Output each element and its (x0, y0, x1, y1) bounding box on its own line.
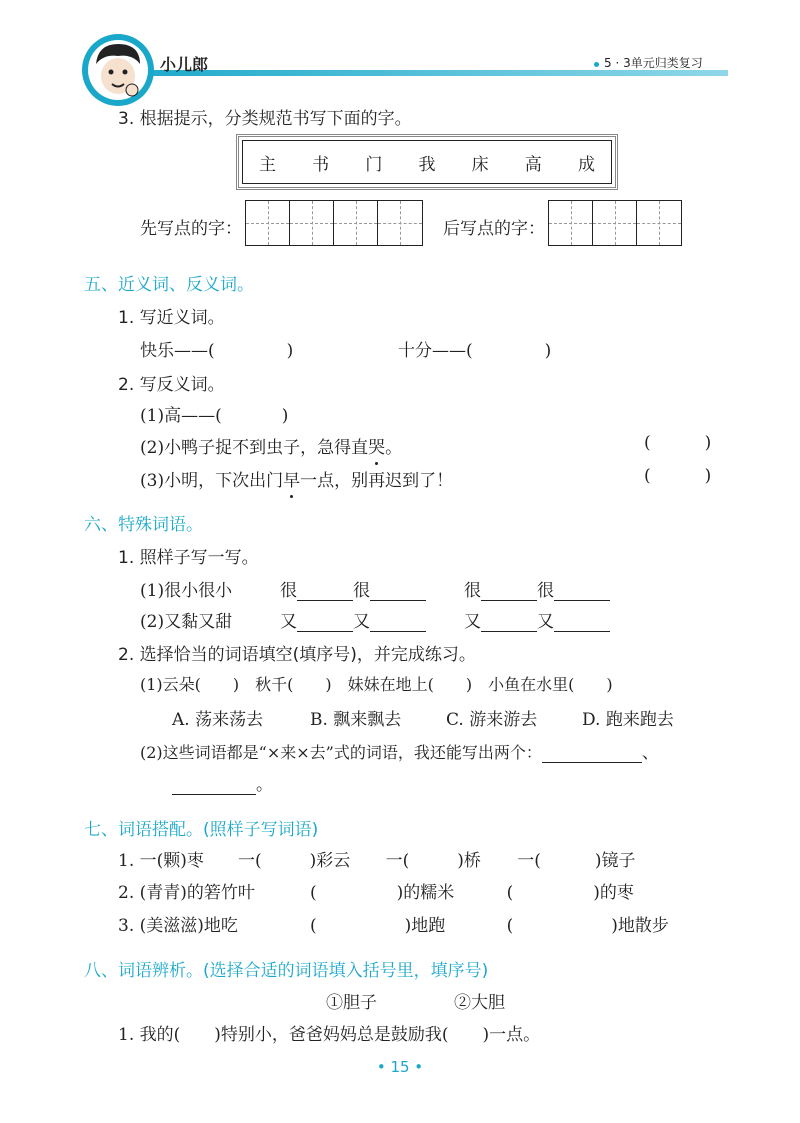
blank-line[interactable] (297, 613, 353, 632)
emphasis-char: 哭 (368, 438, 386, 458)
option-a: A. 荡来荡去 (172, 710, 264, 730)
paren-open: 一( (385, 851, 410, 871)
antonym-3-answer[interactable] (644, 466, 711, 486)
collocation-example: 3. (美滋滋)地吃 (118, 916, 238, 936)
collocation-word: )的枣 (593, 883, 634, 903)
antonym-2-end: 。 (385, 438, 403, 458)
s8-q1[interactable]: 1. 我的( )特别小，爸爸妈妈总是鼓励我( )一点。 (118, 1025, 541, 1045)
pattern-char: 很 (537, 581, 554, 601)
pattern-char: 很 (464, 581, 481, 601)
blank-line[interactable] (297, 582, 353, 601)
brand-title: 小儿郎 (160, 55, 209, 74)
antonym-2-answer[interactable] (644, 433, 711, 453)
pattern-row-1 (140, 576, 610, 601)
paren-close: ) (281, 406, 289, 426)
comma: 、 (641, 743, 659, 763)
collocation-word: )桥 (457, 851, 481, 871)
collocation-row-1 (118, 846, 636, 871)
pattern-char: 很 (353, 581, 370, 601)
paren-close: ) (286, 341, 294, 361)
last-dot-grid[interactable] (548, 200, 682, 246)
char-item: 书 (312, 154, 330, 175)
last-dot-label: 后写点的字： (443, 219, 545, 239)
pattern-char: 又 (353, 612, 370, 632)
q3-title: 3. 根据提示，分类规范书写下面的字。 (118, 109, 412, 129)
blank-line[interactable] (172, 776, 256, 795)
antonym-2 (140, 433, 402, 458)
blank-line[interactable] (481, 582, 537, 601)
paren-open: ( (506, 916, 514, 936)
period: 。 (256, 775, 273, 795)
word-option-1: ①胆子 (326, 993, 377, 1013)
section-6-title: 六、特殊词语。 (84, 515, 203, 535)
pattern-char: 又 (537, 612, 554, 632)
paren-open: ( (506, 883, 514, 903)
collocation-word: )地跑 (404, 916, 446, 936)
char-item: 成 (577, 154, 595, 175)
fill-blank-2-cont (172, 770, 273, 795)
collocation-word: )彩云 (309, 851, 351, 871)
collocation-word: )地散步 (611, 916, 669, 936)
first-dot-grid[interactable] (245, 200, 423, 246)
collocation-example: 1. 一(颗)枣 (118, 851, 204, 871)
collocation-row-2 (118, 878, 634, 903)
s6-q2: 2. 选择恰当的词语填空(填序号)，并完成练习。 (118, 645, 476, 665)
blank-line[interactable] (542, 744, 642, 763)
blank-line[interactable] (481, 613, 537, 632)
char-item: 门 (365, 154, 383, 175)
pattern-example: (2)又黏又甜 (140, 612, 233, 632)
s6-q1: 1. 照样子写一写。 (118, 548, 259, 568)
s5-q1: 1. 写近义词。 (118, 308, 225, 328)
antonym-2-text: (2)小鸭子捉不到虫子，急得直 (140, 438, 369, 458)
pattern-char: 又 (280, 612, 297, 632)
char-item: 我 (418, 154, 436, 175)
section-7-title: 七、词语搭配。(照样子写词语) (84, 820, 319, 840)
paren-open: ( (644, 433, 651, 453)
option-b: B. 飘来飘去 (310, 710, 402, 730)
paren-open: ( (310, 916, 317, 936)
unit-label: 5 · 3单元归类复习 (604, 56, 703, 70)
paren-close: ) (704, 466, 712, 486)
fill-blank-1[interactable]: (1)云朵( ) 秋千( ) 妹妹在地上( ) 小鱼在水里( ) (140, 675, 613, 694)
pattern-example: (1)很小很小 (140, 581, 233, 601)
blank-line[interactable] (554, 582, 610, 601)
emphasis-char: 早 (283, 471, 301, 491)
blank-line[interactable] (370, 613, 426, 632)
pattern-char: 很 (280, 581, 297, 601)
fill-blank-2 (140, 738, 659, 763)
collocation-row-3 (118, 911, 669, 936)
antonym-1-label: (1)高——( (140, 406, 222, 426)
pattern-char: 又 (464, 612, 481, 632)
synonym-1-label: 快乐——( (140, 341, 215, 361)
word-option-2: ②大胆 (454, 993, 505, 1013)
paren-open: 一( (238, 851, 262, 871)
synonym-1[interactable] (140, 336, 293, 361)
paren-close: ) (544, 341, 552, 361)
section-5-title: 五、近义词、反义词。 (84, 275, 254, 295)
option-d: D. 跑来跑去 (582, 710, 674, 730)
paren-open: ( (310, 883, 317, 903)
blank-line[interactable] (370, 582, 426, 601)
collocation-word: )镜子 (594, 851, 636, 871)
section-8-title: 八、词语辨析。(选择合适的词语填入括号里，填序号) (84, 961, 489, 981)
antonym-3-end: 一点，别再迟到了！ (300, 471, 454, 491)
mascot-icon (78, 30, 158, 110)
char-item: 主 (259, 154, 276, 175)
page-number: • 15 • (376, 1058, 424, 1076)
antonym-3-text: (3)小明，下次出门 (140, 471, 284, 491)
synonym-2-label: 十分——( (398, 341, 473, 361)
option-c: C. 游来游去 (446, 710, 538, 730)
collocation-example: 2. (青青)的箬竹叶 (118, 883, 255, 903)
first-dot-label: 先写点的字： (140, 219, 242, 239)
antonym-1[interactable] (140, 401, 288, 426)
fill-blank-2-text: (2)这些词语都是“×来×去”式的词语，我还能写出两个： (140, 743, 542, 762)
unit-dot (594, 62, 599, 67)
synonym-2[interactable] (398, 336, 551, 361)
paren-open: ( (644, 466, 651, 486)
antonym-3 (140, 466, 453, 491)
paren-open: 一( (517, 851, 541, 871)
char-item: 床 (471, 154, 489, 175)
blank-line[interactable] (554, 613, 610, 632)
char-item: 高 (524, 154, 542, 175)
paren-close: ) (704, 433, 712, 453)
char-box (242, 140, 612, 184)
collocation-word: )的糯米 (396, 883, 455, 903)
pattern-row-2 (140, 607, 610, 632)
s5-q2: 2. 写反义词。 (118, 375, 225, 395)
